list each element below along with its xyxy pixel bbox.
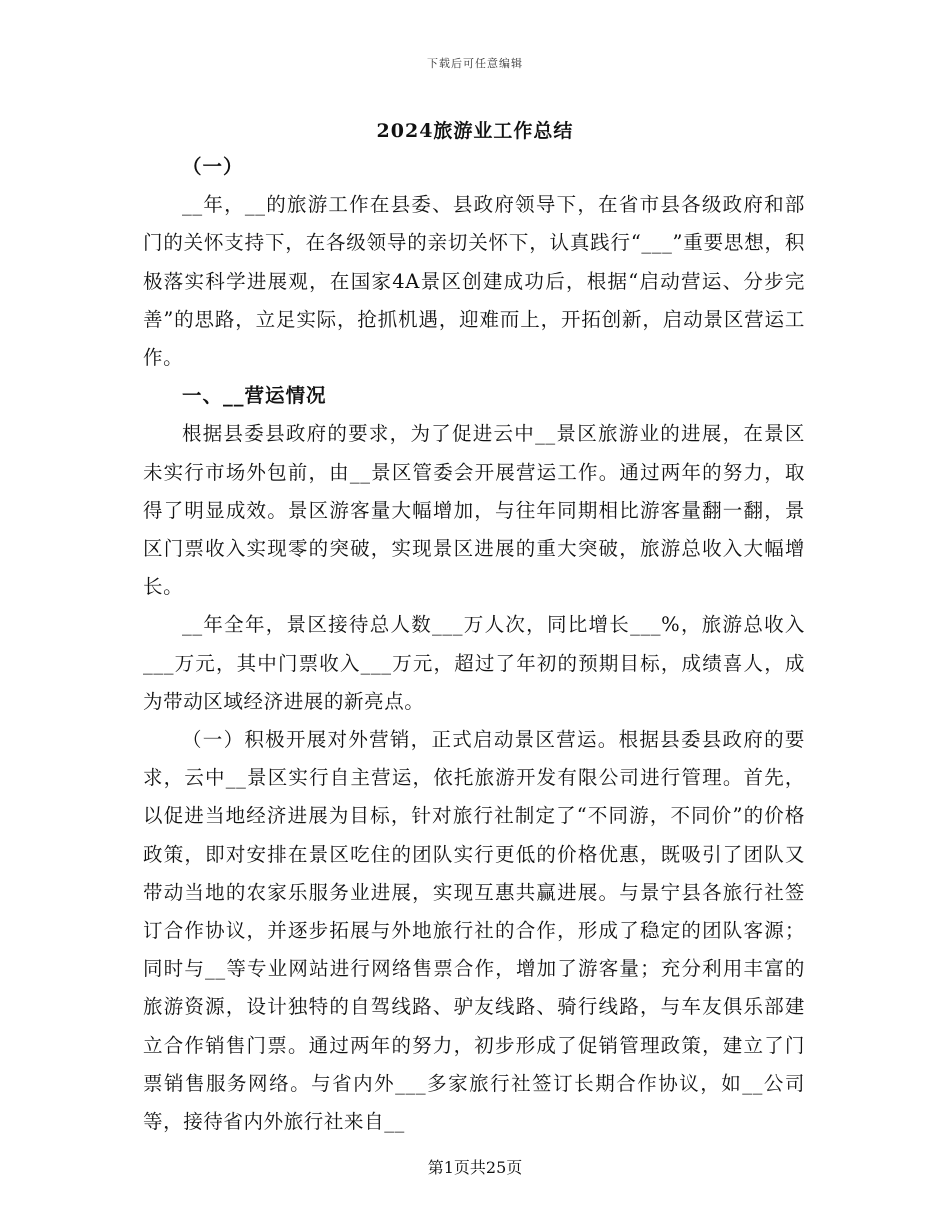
- paragraph-intro: __年，__的旅游工作在县委、县政府领导下，在省市县各级政府和部门的关怀支持下，在各级领导的亲切关怀下，认真践行“___”重要思想，积极落实科学进展观，在国家4A景区创建成功后，根据“启动营运、分步完善”的思路，立足实际，抢抓机遇，迎难而上，开拓创新，启动景区营运工作。: [143, 193, 805, 370]
- document-body: [143, 148, 805, 1141]
- heading-operation-status: 一、__营运情况: [182, 384, 327, 408]
- paragraph-operation-requirements: 根据县委县政府的要求，为了促进云中__景区旅游业的进展，在景区未实行市场外包前，由__景区管委会开展营运工作。通过两年的努力，取得了明显成效。景区游客量大幅增加，与往年同期相比游客量翻一翻，景区门票收入实现零的突破，实现景区进展的重大突破，旅游总收入大幅增长。: [143, 422, 805, 599]
- subheading-section-one: （一）: [182, 155, 244, 178]
- paragraph-annual-figures: __年全年，景区接待总人数___万人次，同比增长___%，旅游总收入___万元，其中门票收入___万元，超过了年初的预期目标，成绩喜人，成为带动区域经济进展的新亮点。: [143, 613, 805, 713]
- document-title: 2024旅游业工作总结: [376, 120, 574, 142]
- header-note: 下载后可任意编辑: [427, 57, 523, 70]
- paragraph-external-marketing: （一）积极开展对外营销，正式启动景区营运。根据县委县政府的要求，云中__景区实行自主营运，依托旅游开发有限公司进行管理。首先，以促进当地经济进展为目标，针对旅行社制定了“不同游，不同价”的价格政策，即对安排在景区吃住的团队实行更低的价格优惠，既吸引了团队又带动当地的农家乐服务业进展，实现互惠共赢进展。与景宁县各旅行社签订合作协议，并逐步拓展与外地旅行社的合作，形成了稳定的团队客源；同时与__等专业网站进行网络售票合作，增加了游客量；充分利用丰富的旅游资源，设计独特的自驾线路、驴友线路、骑行线路，与车友俱乐部建立合作销售门票。通过两年的努力，初步形成了促销管理政策，建立了门票销售服务网络。与省内外___多家旅行社签订长期合作协议，如__公司等，接待省内外旅行社来自__: [143, 728, 805, 1134]
- page-footer: 第1页共25页: [427, 1158, 523, 1177]
